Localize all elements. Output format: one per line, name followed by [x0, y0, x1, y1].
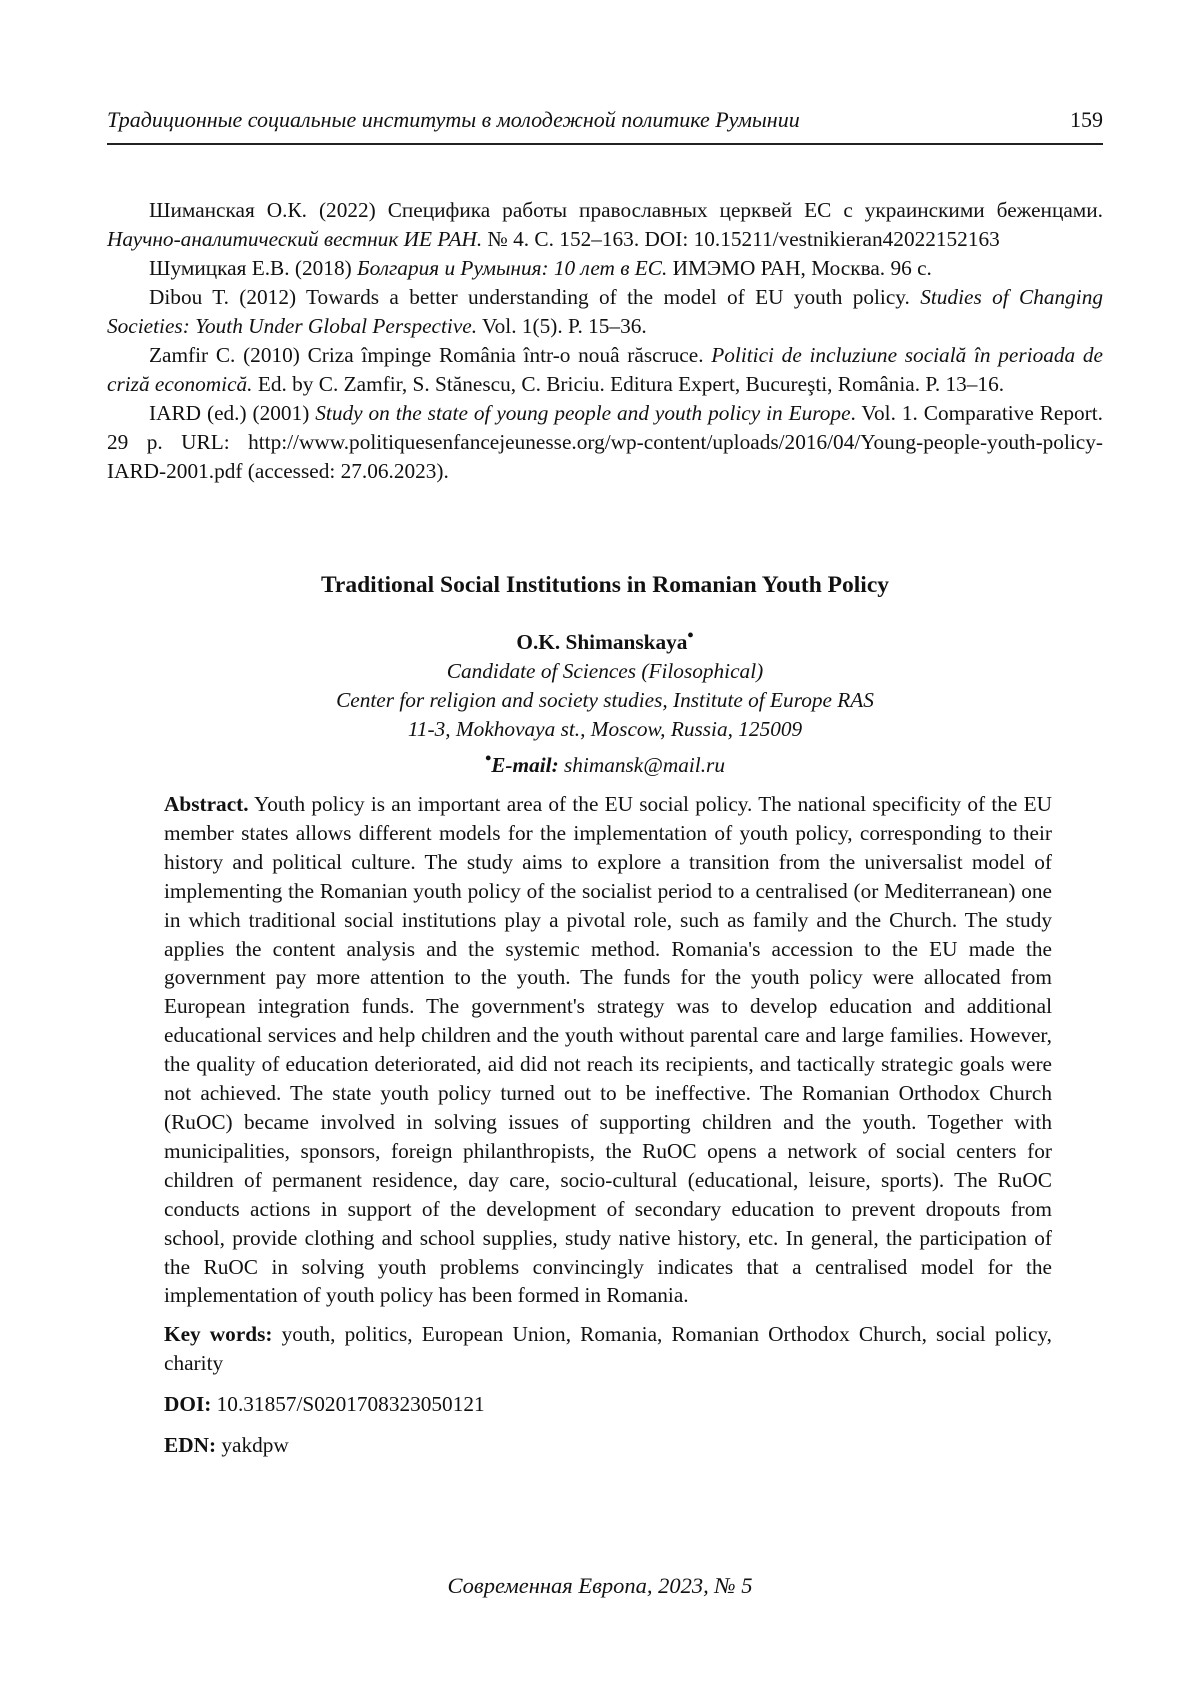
author-name: O.K. Shimanskaya	[516, 630, 688, 655]
reference-source: Научно-аналитический вестник ИЕ РАН.	[107, 227, 483, 251]
author-address: 11-3, Mokhovaya st., Moscow, Russia, 125009	[407, 717, 803, 742]
reference-source: Studies of Changing Societies: Youth Under Global Perspective.	[107, 285, 1103, 338]
edn	[164, 1431, 1052, 1460]
doi-value: 10.31857/S0201708323050121	[211, 1392, 485, 1417]
author-email-line	[107, 744, 1103, 780]
author-affiliation: Center for religion and society studies, Institute of Europe RAS	[336, 688, 874, 713]
keywords-label: Key words:	[164, 1322, 273, 1347]
running-header	[107, 103, 1103, 145]
abstract-text: Youth policy is an important area of the EU social policy. The national specificity of the EU member states allows different models for the implementation of youth policy, corresponding to their history and political culture. The study aims to explore a transition from the universalist model of implementing the Romanian youth policy of the socialist period to a centralised (or Mediterranean) one in which traditional social institutions play a pivotal role, such as family and the Church. The study applies the content analysis and the systemic method. Romania's accession to the EU made the government pay more attention to the youth. The funds for the youth policy were allocated from European integration funds. The government's strategy was to develop education and additional educational services and help children and the youth without parental care and large families. However, the quality of education deteriorated, aid did not reach its recipients, and tactically strategic goals were not achieved. The state youth policy turned out to be ineffective. The Romanian Orthodox Church (RuOC) became involved in solving issues of supporting children and the youth. Together with municipalities, sponsors, foreign philanthropists, the RuOC opens a network of social centers for children of permanent residence, day care, socio-cultural (educational, leisure, sports). The RuOC conducts actions in support of the development of secondary education to prevent dropouts from school, provide clothing and school supplies, study native history, etc. In general, the participation of the RuOC in solving youth problems convincingly indicates that a centralised model for the implementation of youth policy has been formed in Romania.	[164, 792, 1052, 1308]
doi	[164, 1390, 1052, 1419]
keywords	[164, 1320, 1052, 1378]
running-title: Традиционные социальные институты в молодежной политике Румынии	[107, 107, 800, 132]
reference-details: . Vol. 1. Comparative Report. 29 p. URL: http://www.politiquesenfancejeunesse.org/wp-content/uploads/2016/04/Young-people-youth-policy-IARD-2001.pdf (accessed: 27.06.2023).	[107, 401, 1103, 483]
reference-source: Болгария и Румыния: 10 лет в ЕС.	[357, 256, 668, 280]
reference-details: Vol. 1(5). P. 15–36.	[477, 314, 647, 338]
doi-label: DOI:	[164, 1392, 212, 1417]
email-mark: •	[485, 748, 492, 769]
reference-item	[107, 341, 1103, 399]
article-title: Traditional Social Institutions in Romanian Youth Policy	[320, 572, 890, 598]
edn-label: EDN:	[164, 1433, 217, 1458]
edn-value: yakdpw	[216, 1433, 289, 1458]
reference-list	[107, 196, 1103, 486]
reference-source: Politici de incluziune socială în perioada de criză economică.	[107, 343, 1103, 396]
abstract-label: Abstract.	[164, 792, 249, 816]
reference-item	[107, 254, 1103, 283]
reference-authors: Шумицкая Е.В. (2018)	[149, 256, 358, 280]
reference-details: ИМЭМО РАН, Москва. 96 с.	[667, 256, 932, 280]
reference-authors: Zamfir C. (2010) Criza împinge România într-o nouâ răscruce.	[149, 343, 712, 367]
author-degree: Candidate of Sciences (Filosophical)	[446, 659, 764, 684]
author-block	[107, 621, 1103, 780]
reference-authors: Шиманская О.К. (2022) Специфика работы православных церквей ЕС с украинскими беженцами.	[149, 198, 1103, 222]
reference-item	[107, 283, 1103, 341]
reference-source: Study on the state of young people and youth policy in Europe	[315, 401, 851, 425]
reference-details: Ed. by C. Zamfir, S. Stănescu, C. Briciu. Editura Expert, Bucureşti, România. P. 13–16.	[252, 372, 1005, 396]
reference-item	[107, 399, 1103, 486]
page-number: 159	[1070, 107, 1103, 132]
abstract-section	[164, 790, 1052, 1460]
reference-authors: Dibou T. (2012) Towards a better understanding of the model of EU youth policy.	[149, 285, 921, 309]
abstract	[164, 790, 1052, 1310]
email-label: E-mail:	[491, 753, 559, 778]
author-mark: •	[687, 625, 694, 645]
reference-item	[107, 196, 1103, 254]
email-address: shimansk@mail.ru	[563, 753, 725, 778]
author-line	[107, 621, 1103, 657]
reference-authors: IARD (ed.) (2001)	[149, 401, 316, 425]
reference-details: № 4. С. 152–163. DOI: 10.15211/vestnikieran42022152163	[482, 227, 1000, 251]
keywords-text: youth, politics, European Union, Romania, Romanian Orthodox Church, social policy, charity	[164, 1322, 1052, 1376]
journal-footer: Современная Европа, 2023, № 5	[447, 1573, 753, 1598]
